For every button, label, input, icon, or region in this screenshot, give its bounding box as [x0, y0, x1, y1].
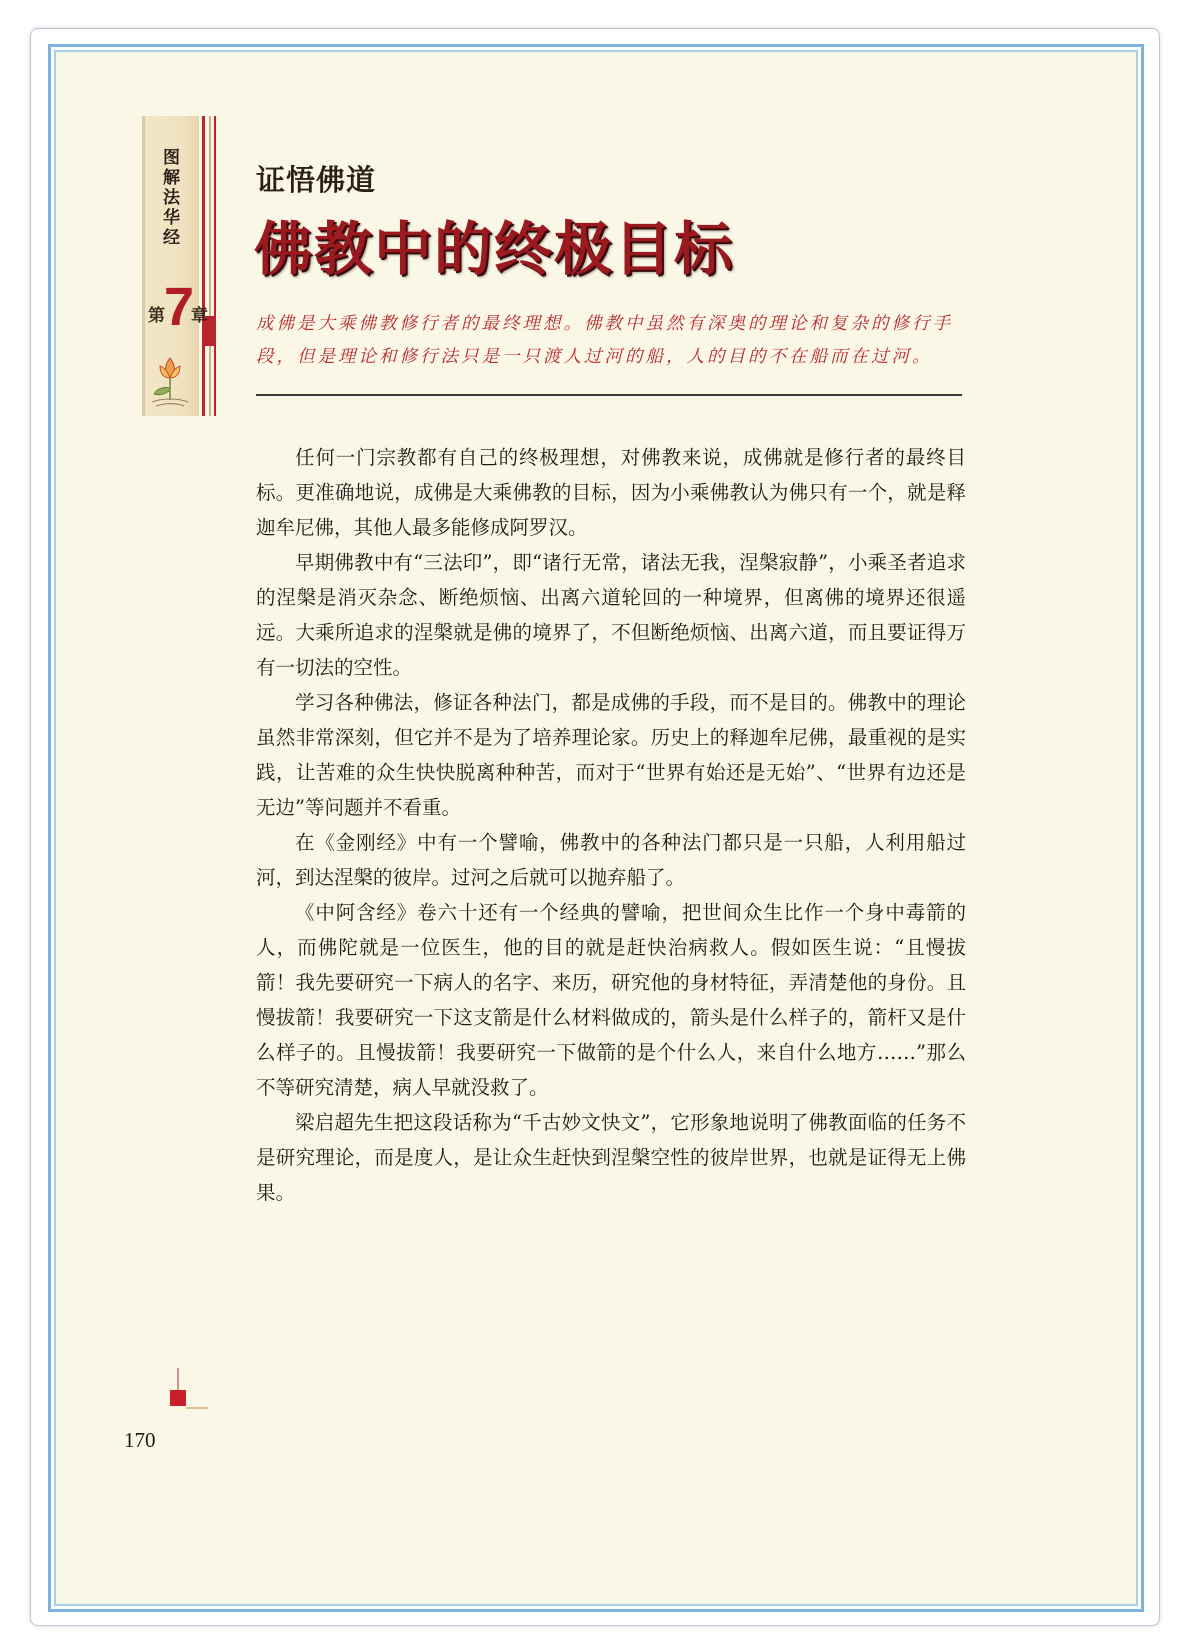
chapter-suffix: 章 — [191, 306, 208, 326]
page-title: 佛教中的终极目标 — [254, 215, 735, 283]
red-vertical-line — [202, 116, 205, 416]
paragraph: 《中阿含经》卷六十还有一个经典的譬喻，把世间众生比作一个身中毒箭的人，而佛陀就是一位医生，他的目的就是赶快治病救人。假如医生说：“且慢拔箭！我先要研究一下病人的名字、来历，研究他的身材特征，弄清楚他的身份。且慢拔箭！我要研究一下这支箭是什么材料做成的，箭头是什么样子的，箭杆又是什么样子的。且慢拔箭！我要研究一下做箭的是个什么人，来自什么地方……”那么不等研究清楚，病人早就没救了。 — [256, 901, 966, 1099]
page-number: 170 — [124, 1428, 156, 1452]
section-subtitle: 证悟佛道 — [256, 163, 377, 197]
divider-line — [256, 394, 962, 396]
red-vertical-line-thin — [214, 116, 216, 416]
lotus-icon — [148, 348, 192, 410]
chapter-number: 7 — [164, 277, 195, 337]
paragraph: 梁启超先生把这段话称为“千古妙文快文”，它形象地说明了佛教面临的任务不是研究理论，而是度人，是让众生赶快到涅槃空性的彼岸世界，也就是证得无上佛果。 — [256, 1111, 966, 1204]
chapter-prefix: 第 — [148, 306, 165, 326]
paragraph: 早期佛教中有“三法印”，即“诸行无常，诸法无我，涅槃寂静”，小乘圣者追求的涅槃是消灭杂念、断绝烦恼、出离六道轮回的一种境界，但离佛的境界还很遥远。大乘所追求的涅槃就是佛的境界了，不但断绝烦恼、出离六道，而且要证得万有一切法的空性。 — [256, 551, 966, 679]
body-text — [256, 440, 966, 1210]
chapter-marker — [144, 277, 208, 341]
paragraph: 在《金刚经》中有一个譬喻，佛教中的各种法门都只是一只船，人利用船过河，到达涅槃的彼岸。过河之后就可以抛弃船了。 — [256, 831, 966, 889]
paragraph: 学习各种佛法，修证各种法门，都是成佛的手段，而不是目的。佛教中的理论虽然非常深刻，但它并不是为了培养理论家。历史上的释迦牟尼佛，最重视的是实践，让苦难的众生快快脱离种种苦，而对于“世界有始还是无始”、“世界有边还是无边”等问题并不看重。 — [256, 691, 966, 819]
book-title-vertical: 图解法华经 — [159, 148, 179, 248]
corner-ornament-icon — [150, 1368, 230, 1428]
chapter-side-tab — [142, 116, 222, 416]
tan-vertical-line — [209, 116, 211, 416]
paragraph: 任何一门宗教都有自己的终极理想，对佛教来说，成佛就是修行者的最终目标。更准确地说，成佛是大乘佛教的目标，因为小乘佛教认为佛只有一个，就是释迦牟尼佛，其他人最多能修成阿罗汉。 — [256, 446, 966, 539]
intro-summary: 成佛是大乘佛教修行者的最终理想。佛教中虽然有深奥的理论和复杂的修行手段，但是理论和修行法只是一只渡人过河的船，人的目的不在船而在过河。 — [256, 314, 953, 367]
